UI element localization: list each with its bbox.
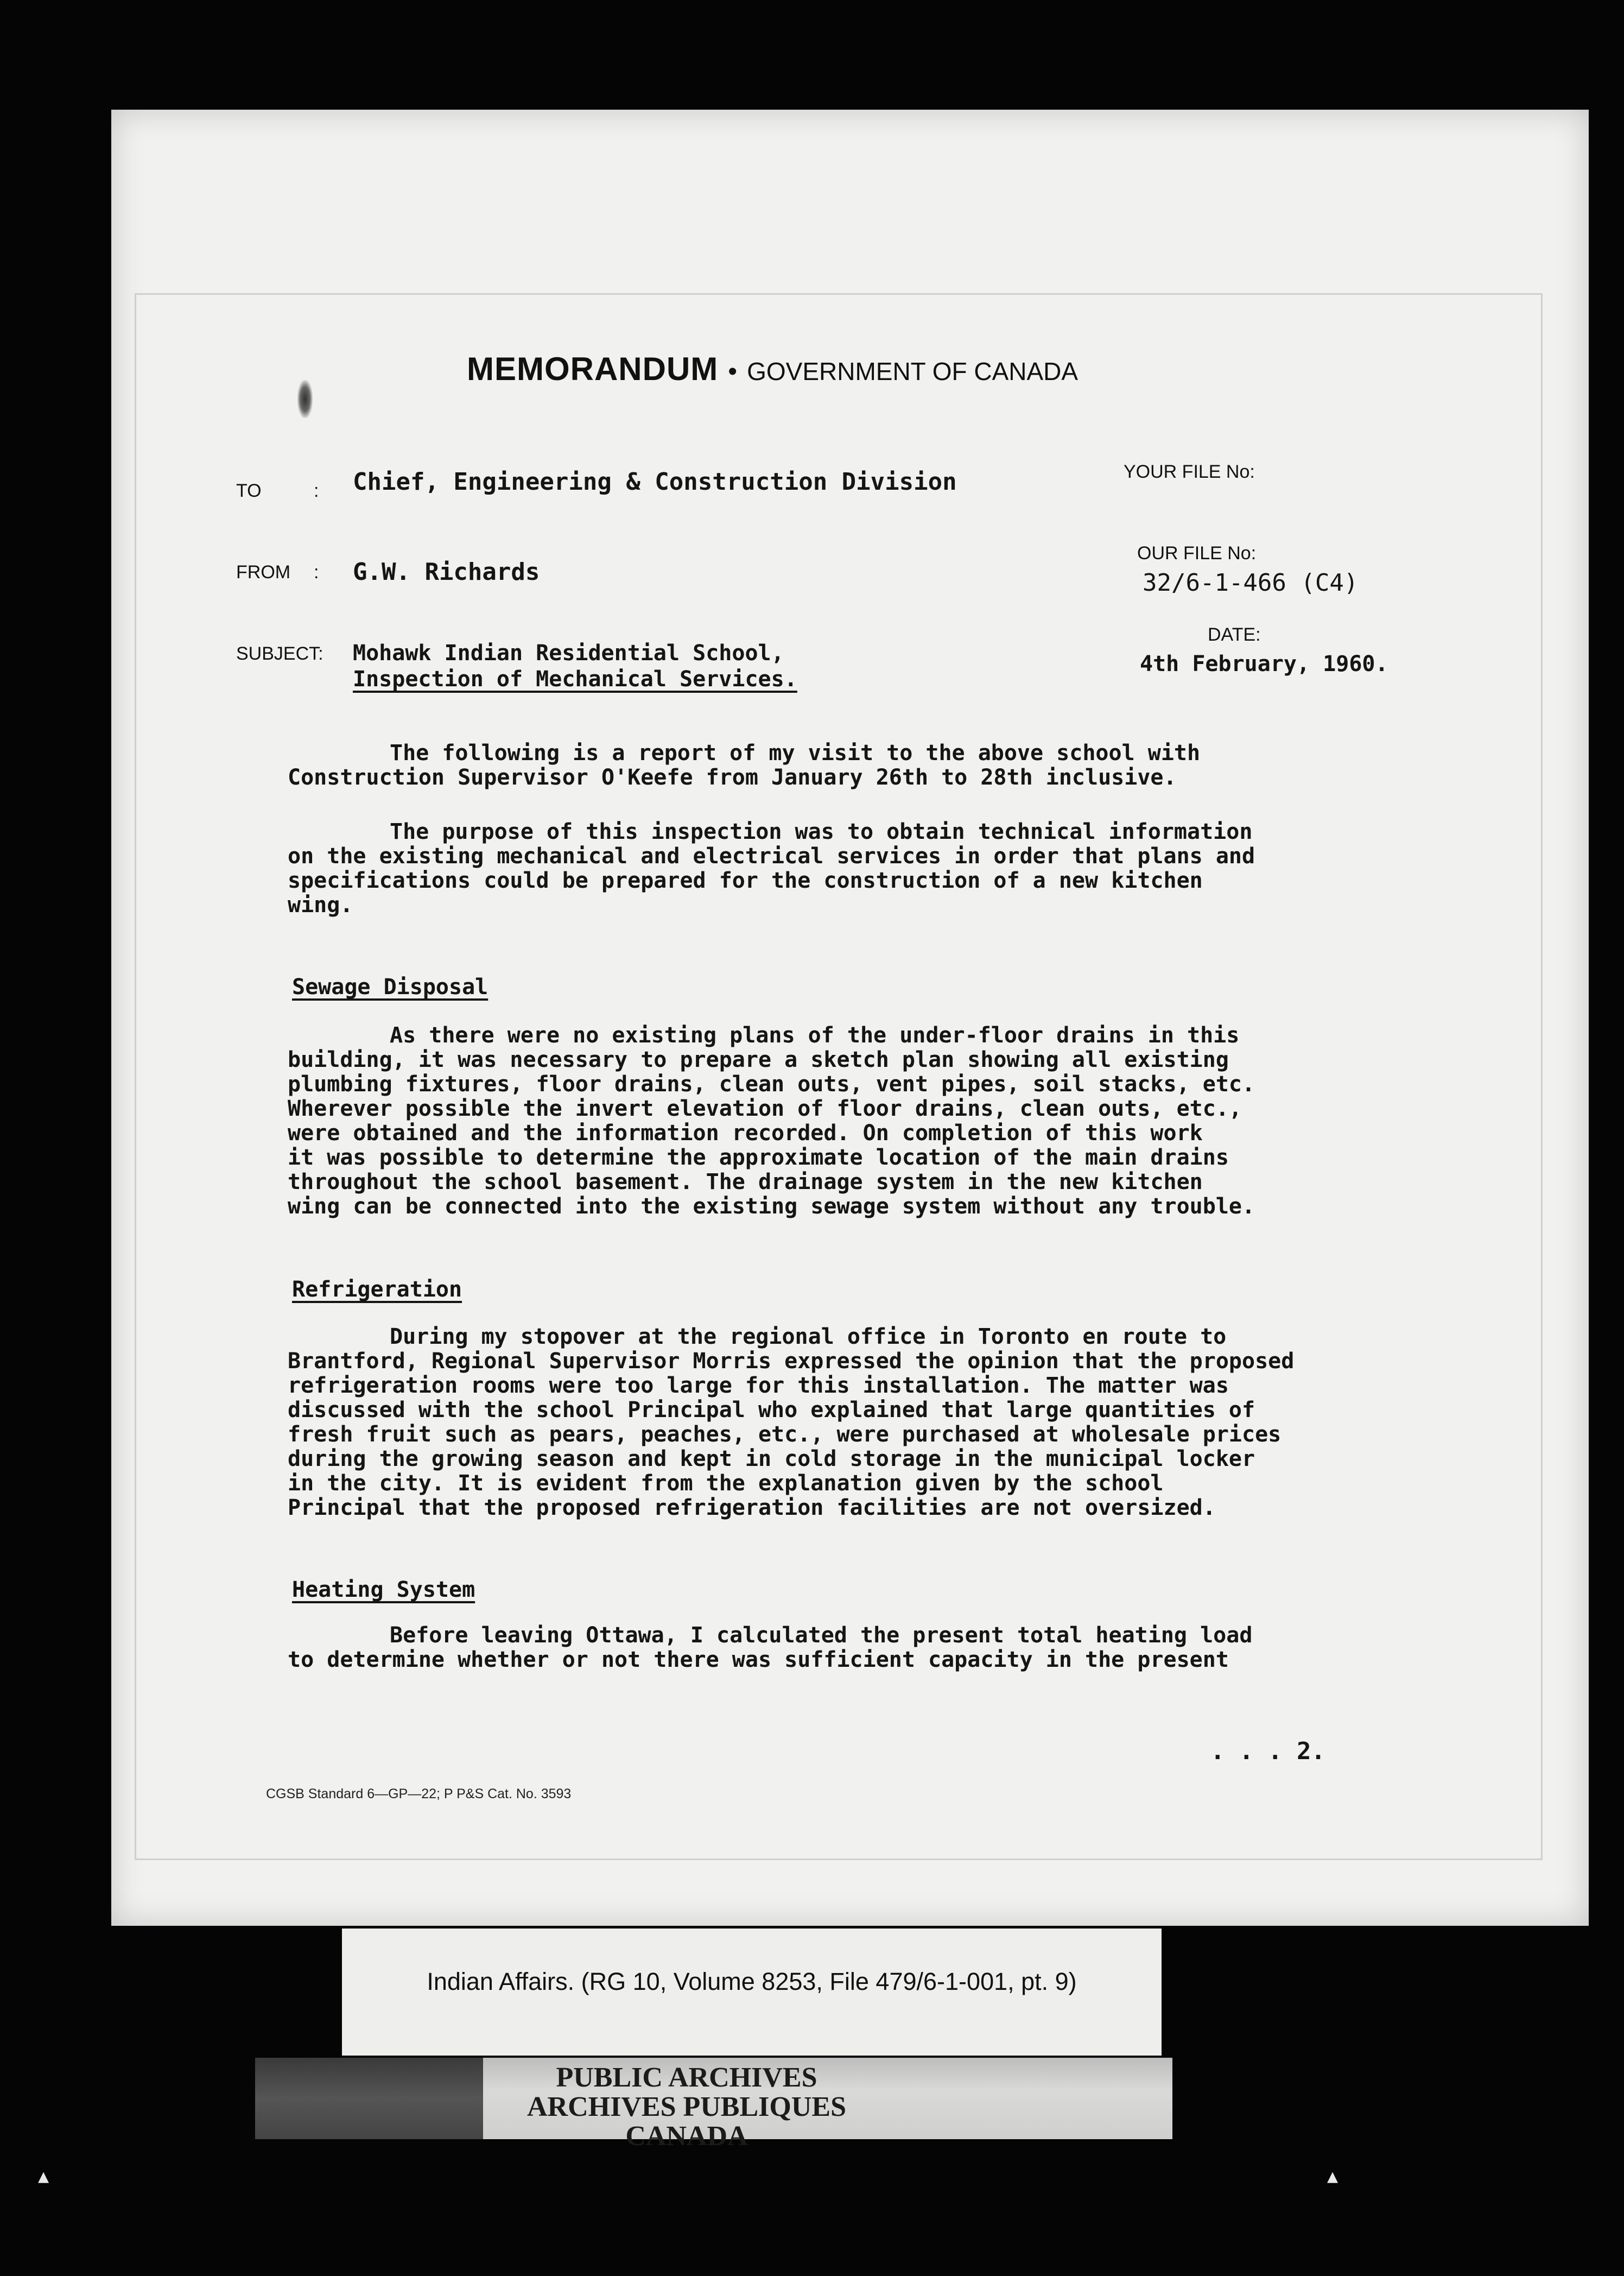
- archive-stamp-line: CANADA: [625, 2121, 748, 2152]
- to-label: TO: [236, 481, 262, 501]
- archive-reference: Indian Affairs. (RG 10, Volume 8253, File 479/6-1-001, pt. 9): [427, 1968, 1077, 1995]
- your-file-label: YOUR FILE No:: [1124, 461, 1255, 482]
- sewage-line: it was possible to determine the approximate location of the main drains: [288, 1145, 1229, 1170]
- archive-stamp-line: PUBLIC ARCHIVES: [556, 2062, 817, 2093]
- sewage-heading: Sewage Disposal: [292, 975, 489, 1000]
- archive-stamp: [375, 2063, 999, 2151]
- subject-line-1: Mohawk Indian Residential School,: [353, 641, 784, 666]
- refrigeration-heading: Refrigeration: [292, 1277, 462, 1302]
- refrigeration-paragraph: [288, 1325, 1379, 1520]
- date-value: 4th February, 1960.: [1140, 652, 1388, 677]
- refrigeration-line: in the city. It is evident from the explanation given by the school: [288, 1471, 1164, 1496]
- continuation-marker: . . . 2.: [1210, 1737, 1325, 1765]
- refrigeration-line: fresh fruit such as pears, peaches, etc., were purchased at wholesale prices: [288, 1422, 1282, 1447]
- our-file-label: OUR FILE No:: [1137, 543, 1257, 564]
- to-colon: :: [314, 481, 319, 501]
- intro-line: The following is a report of my visit to the above school with: [390, 741, 1201, 766]
- heating-line: to determine whether or not there was sufficient capacity in the present: [288, 1647, 1229, 1672]
- heating-heading: Heating System: [292, 1577, 475, 1602]
- archive-reference-strip: [342, 1929, 1162, 2056]
- from-value: G.W. Richards: [353, 558, 540, 586]
- to-value: Chief, Engineering & Construction Division: [353, 468, 957, 496]
- memo-header: [467, 350, 1078, 388]
- intro-paragraph: [288, 741, 1379, 790]
- purpose-line: The purpose of this inspection was to obtain technical information: [390, 819, 1253, 844]
- sewage-line: Wherever possible the invert elevation of floor drains, clean outs, etc.,: [288, 1096, 1242, 1121]
- from-label: FROM: [236, 562, 291, 583]
- refrigeration-line: during the growing season and kept in cold storage in the municipal locker: [288, 1446, 1255, 1471]
- refrigeration-line: During my stopover at the regional office in Toronto en route to: [390, 1324, 1227, 1349]
- sewage-line: plumbing fixtures, floor drains, clean outs, vent pipes, soil stacks, etc.: [288, 1072, 1255, 1097]
- sewage-line: As there were no existing plans of the under-floor drains in this: [390, 1023, 1240, 1048]
- heating-paragraph: [288, 1623, 1379, 1672]
- date-label: DATE:: [1208, 624, 1261, 645]
- purpose-line: specifications could be prepared for the construction of a new kitchen: [288, 868, 1203, 893]
- form-standard: CGSB Standard 6—GP—22; P P&S Cat. No. 3593: [266, 1786, 572, 1801]
- memo-organization: GOVERNMENT OF CANADA: [747, 357, 1079, 385]
- subject-line-2: Inspection of Mechanical Services.: [353, 667, 797, 692]
- heating-line: Before leaving Ottawa, I calculated the present total heating load: [390, 1623, 1253, 1648]
- intro-line: Construction Supervisor O'Keefe from January 26th to 28th inclusive.: [288, 765, 1177, 790]
- film-edge-mark-right: ▴: [1327, 2164, 1338, 2189]
- refrigeration-line: Brantford, Regional Supervisor Morris expressed the opinion that the proposed: [288, 1349, 1295, 1374]
- sewage-line: wing can be connected into the existing sewage system without any trouble.: [288, 1194, 1255, 1219]
- refrigeration-line: refrigeration rooms were too large for this installation. The matter was: [288, 1373, 1229, 1398]
- refrigeration-line: Principal that the proposed refrigeration facilities are not oversized.: [288, 1495, 1216, 1520]
- our-file-value: 32/6-1-466 (C4): [1143, 569, 1359, 597]
- archive-stamp-line: ARCHIVES PUBLIQUES: [526, 2091, 847, 2122]
- ink-smudge: [297, 380, 313, 418]
- sewage-line: were obtained and the information recorded. On completion of this work: [288, 1121, 1203, 1146]
- sewage-line: building, it was necessary to prepare a sketch plan showing all existing: [288, 1047, 1229, 1072]
- memo-title: MEMORANDUM: [467, 351, 719, 387]
- refrigeration-line: discussed with the school Principal who explained that large quantities of: [288, 1398, 1255, 1422]
- subject-label: SUBJECT:: [236, 643, 323, 664]
- sewage-line: throughout the school basement. The drainage system in the new kitchen: [288, 1169, 1203, 1194]
- purpose-line: on the existing mechanical and electrical services in order that plans and: [288, 844, 1255, 869]
- sewage-paragraph: [288, 1023, 1379, 1219]
- film-edge-mark-left: ▴: [38, 2164, 49, 2189]
- from-colon: :: [314, 562, 319, 583]
- purpose-line: wing.: [288, 893, 353, 918]
- purpose-paragraph: [288, 820, 1379, 918]
- header-bullet: •: [728, 357, 738, 386]
